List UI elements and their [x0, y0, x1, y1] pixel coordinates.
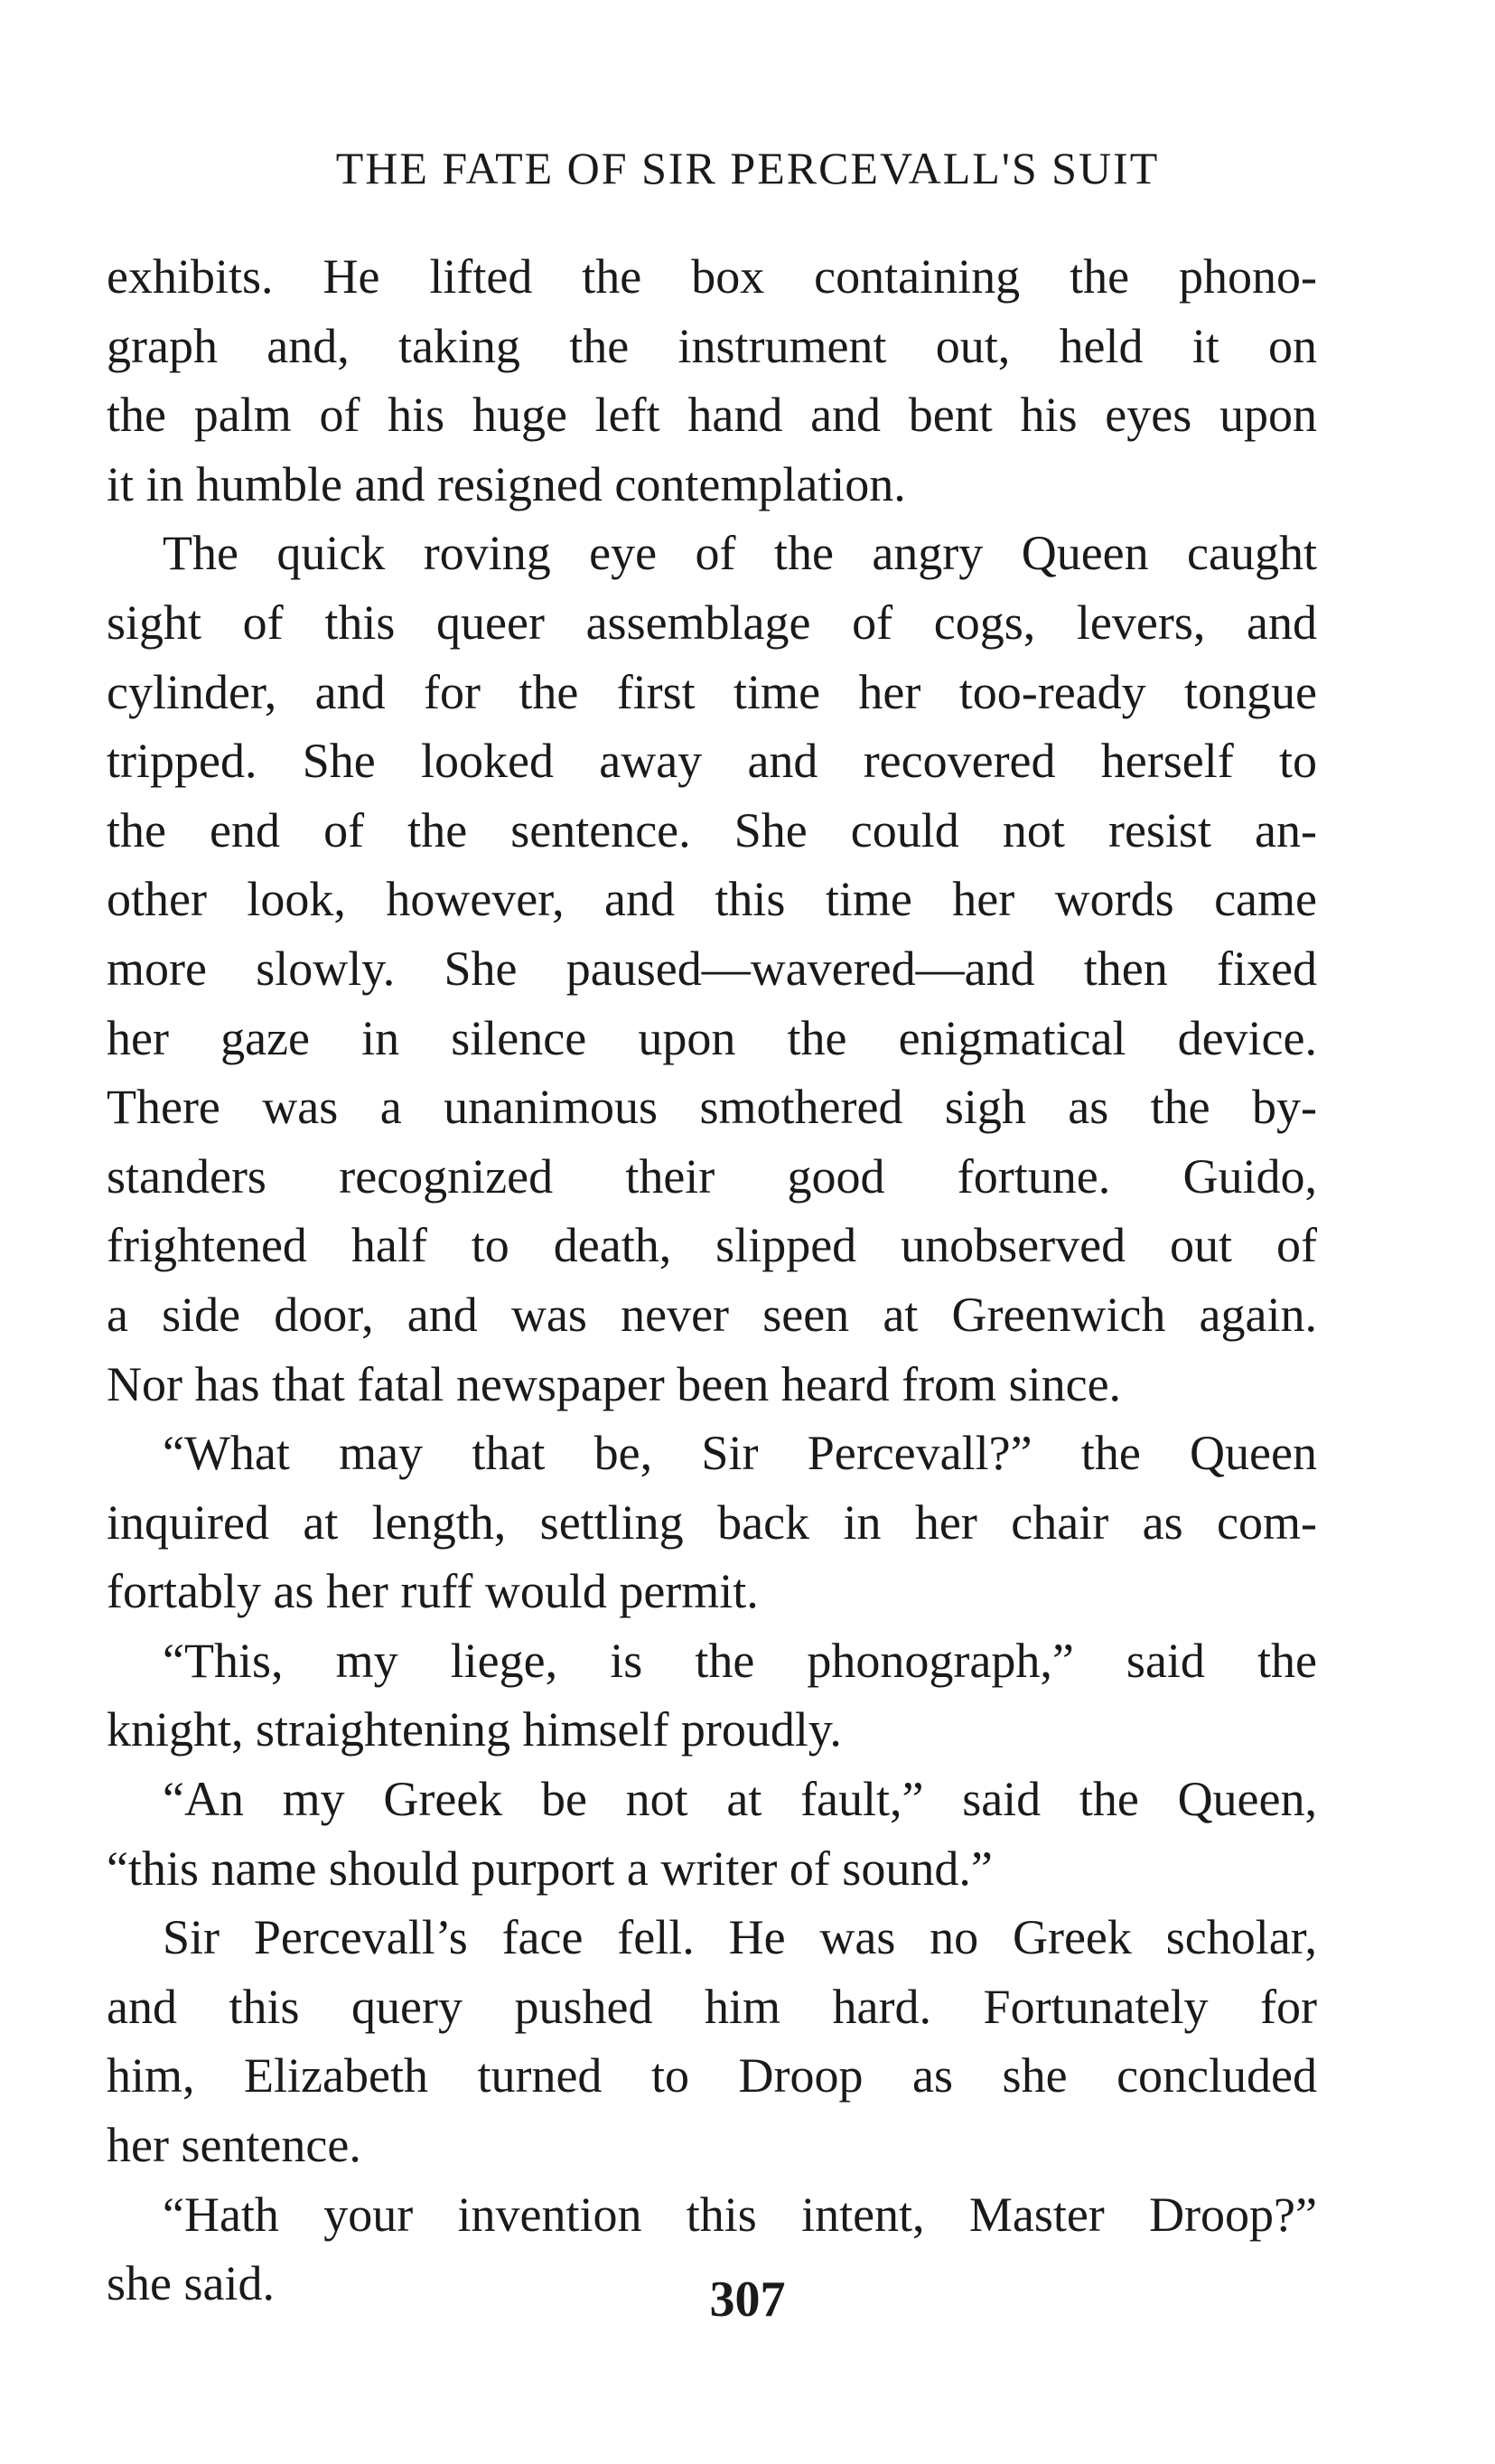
text-line: knight, straightening himself proudly.	[107, 1702, 842, 1757]
text-line: Nor has that fatal newspaper been heard from since.	[107, 1356, 1122, 1411]
text-line: Sir Percevall’s face fell. He was no Greek scholar,	[163, 1910, 1317, 1965]
text-line: “An my Greek be not at fault,” said the Queen,	[163, 1772, 1317, 1827]
paragraph-3	[107, 1419, 1317, 1626]
text-line: The quick roving eye of the angry Queen caught	[163, 526, 1317, 581]
text-line: cylinder, and for the first time her too-ready tongue	[107, 664, 1317, 719]
paragraph-4	[107, 1626, 1317, 1765]
text-line: her gaze in silence upon the enigmatical device.	[107, 1010, 1317, 1065]
text-line: the palm of his huge left hand and bent his eyes upon	[107, 388, 1317, 443]
text-line: she said.	[107, 2256, 275, 2311]
running-head: THE FATE OF SIR PERCEVALL'S SUIT	[335, 143, 1160, 193]
body-text	[107, 242, 1317, 2319]
paragraph-5	[107, 1765, 1317, 1903]
text-line: her sentence.	[107, 2118, 361, 2173]
text-line: “Hath your invention this intent, Master Droop?”	[163, 2187, 1317, 2242]
text-line: inquired at length, settling back in her chair as com-	[107, 1494, 1317, 1550]
text-line: the end of the sentence. She could not resist an-	[107, 802, 1317, 857]
text-line: sight of this queer assemblage of cogs, levers, and	[107, 595, 1317, 650]
text-line: exhibits. He lifted the box containing the phono-	[107, 249, 1317, 304]
page-number: 307	[709, 2272, 786, 2328]
text-line: more slowly. She paused—wavered—and then fixed	[107, 941, 1317, 996]
text-line: “this name should purport a writer of sound.”	[107, 1841, 993, 1896]
text-line: “What may that be, Sir Percevall?” the Queen	[163, 1426, 1317, 1481]
text-line: “This, my liege, is the phonograph,” said the	[163, 1633, 1317, 1688]
paragraph-2	[107, 519, 1317, 1419]
text-line: frightened half to death, slipped unobserved out of	[107, 1218, 1317, 1273]
paragraph-1	[107, 242, 1317, 519]
text-line: a side door, and was never seen at Greenwich again.	[107, 1287, 1317, 1342]
text-line: tripped. She looked away and recovered herself to	[107, 734, 1317, 789]
text-line: and this query pushed him hard. Fortunately for	[107, 1979, 1317, 2034]
text-line: other look, however, and this time her words came	[107, 872, 1317, 927]
text-line: him, Elizabeth turned to Droop as she concluded	[107, 2048, 1317, 2103]
paragraph-6	[107, 1903, 1317, 2179]
text-line: standers recognized their good fortune. Guido,	[107, 1148, 1317, 1204]
text-line: graph and, taking the instrument out, held it on	[107, 318, 1317, 373]
text-line: There was a unanimous smothered sigh as the by-	[107, 1080, 1317, 1135]
text-line: it in humble and resigned contemplation.	[107, 456, 906, 511]
text-line: fortably as her ruff would permit.	[107, 1564, 759, 1619]
